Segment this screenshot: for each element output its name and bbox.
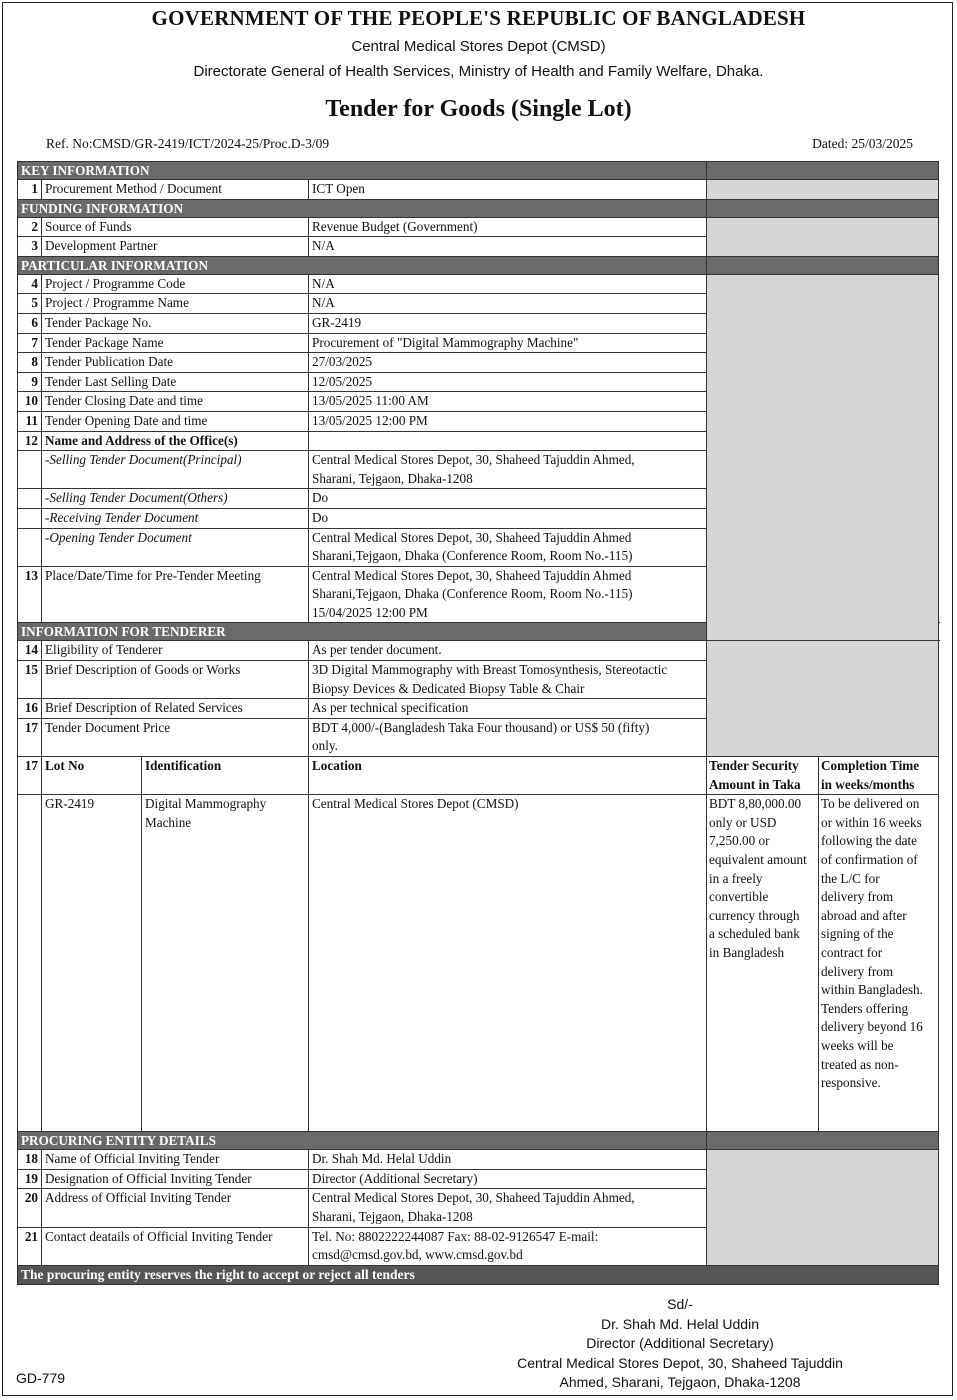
cell-line: Sharani, Tejgaon, Dhaka-1208 [312, 1209, 473, 1224]
lot-row [18, 795, 939, 1132]
cell-line: Sharani, Tejgaon, Dhaka-1208 [312, 470, 473, 486]
signatory-designation: Director (Additional Secretary) [586, 1335, 774, 1351]
table-cell [309, 718, 707, 756]
table-row [18, 1150, 939, 1170]
cell-line: Central Medical Stores Depot, 30, Shaheed Tajuddin Ahmed, [312, 452, 635, 468]
cell-line: Biopsy Devices & Dedicated Biopsy Table & Chair [312, 680, 585, 696]
table-cell [707, 757, 819, 795]
table-cell: Lot No [42, 757, 142, 795]
section-key-info [18, 162, 939, 180]
table-cell: -Opening Tender Document [42, 528, 309, 566]
cell-line: Completion Time [821, 758, 920, 774]
table-cell: N/A [309, 294, 707, 314]
table-cell [18, 508, 42, 528]
table-cell: -Receiving Tender Document [42, 508, 309, 528]
table-cell: Development Partner [42, 237, 309, 257]
cell-line: following the date [821, 833, 917, 849]
document-title: Tender for Goods (Single Lot) [325, 96, 632, 122]
table-row [18, 180, 939, 200]
table-cell: 17 [18, 718, 42, 756]
cell-line: Tenders offering [821, 1000, 909, 1016]
table-cell: Eligibility of Tenderer [42, 641, 309, 661]
table-cell: KEY INFORMATION [18, 162, 707, 180]
cell-line: of confirmation of [821, 852, 918, 867]
table-cell: INFORMATION FOR TENDERER [18, 623, 707, 641]
table-cell: Brief Description of Goods or Works [42, 661, 309, 699]
organization-name: Central Medical Stores Depot (CMSD) [351, 38, 606, 55]
table-cell: FUNDING INFORMATION [18, 199, 707, 217]
table-cell: 18 [18, 1150, 42, 1170]
table-cell: 19 [18, 1169, 42, 1189]
cell-line: equivalent amount [709, 852, 807, 867]
table-cell: N/A [309, 274, 707, 294]
section-funding-info [18, 199, 939, 217]
table-cell [707, 217, 939, 256]
cell-line: Machine [145, 814, 192, 830]
table-cell: 14 [18, 641, 42, 661]
table-cell: Do [309, 508, 707, 528]
cell-line: only or USD [709, 814, 777, 830]
table-cell: Location [309, 757, 707, 795]
table-cell: 4 [18, 274, 42, 294]
table-cell: 12 [18, 431, 42, 451]
table-cell: 3 [18, 237, 42, 257]
lot-number: GR-2419 [42, 795, 142, 1132]
cell-line: or within 16 weeks [821, 814, 922, 830]
section-particular-info [18, 256, 939, 274]
tender-security [707, 795, 819, 1132]
table-cell: Identification [142, 757, 309, 795]
table-cell [707, 1132, 939, 1150]
table-cell: Tender Closing Date and time [42, 392, 309, 412]
table-cell: Tender Opening Date and time [42, 411, 309, 431]
table-cell: Project / Programme Name [42, 294, 309, 314]
table-cell [309, 431, 707, 451]
table-cell: 7 [18, 333, 42, 353]
cell-line: in Bangladesh [709, 944, 785, 960]
cell-line: Central Medical Stores Depot, 30, Shaheed Tajuddin Ahmed [312, 567, 632, 583]
signatory-name: Dr. Shah Md. Helal Uddin [601, 1315, 759, 1332]
lot-table-header [18, 757, 939, 795]
table-cell [309, 1227, 707, 1265]
table-cell: 8 [18, 353, 42, 373]
table-cell: -Selling Tender Document(Principal) [42, 451, 309, 489]
cell-line: only. [312, 738, 338, 754]
cell-line: Tender Security [709, 758, 799, 774]
cell-line: To be delivered on [821, 796, 920, 812]
table-cell: Project / Programme Code [42, 274, 309, 294]
cell-line: 15/04/2025 12:00 PM [312, 604, 428, 620]
cell-line: convertible [709, 889, 769, 905]
signature-sd: Sd/- [667, 1296, 693, 1312]
table-cell: Source of Funds [42, 217, 309, 237]
table-cell: Address of Official Inviting Tender [42, 1189, 309, 1227]
table-cell: Procurement Method / Document [42, 180, 309, 200]
table-cell: -Selling Tender Document(Others) [42, 489, 309, 509]
table-cell [309, 661, 707, 699]
table-row [18, 274, 939, 294]
table-cell: Tender Package No. [42, 313, 309, 333]
section-procuring-entity [18, 1132, 939, 1150]
cell-line: currency through [709, 907, 800, 923]
table-cell [309, 566, 707, 623]
cell-line: Tel. No: 8802222244087 Fax: 88-02-9126547 E-mail: [312, 1228, 599, 1244]
table-cell: 13/05/2025 12:00 PM [309, 411, 707, 431]
table-cell: 10 [18, 392, 42, 412]
table-cell [309, 1189, 707, 1227]
footer-note-row [18, 1265, 939, 1284]
table-cell: Name of Official Inviting Tender [42, 1150, 309, 1170]
table-cell [707, 1150, 939, 1266]
table-cell: Place/Date/Time for Pre-Tender Meeting [42, 566, 309, 623]
completion-time [819, 795, 939, 1132]
cell-line: delivery beyond 16 [821, 1019, 923, 1035]
table-cell: 9 [18, 372, 42, 392]
table-cell: Tender Document Price [42, 718, 309, 756]
table-cell [18, 795, 42, 1132]
cell-line: Central Medical Stores Depot, 30, Shaheed Tajuddin Ahmed, [312, 1190, 635, 1206]
table-cell [819, 757, 939, 795]
table-cell: Do [309, 489, 707, 509]
table-cell: Procurement of "Digital Mammography Machine" [309, 333, 707, 353]
government-heading: GOVERNMENT OF THE PEOPLE'S REPUBLIC OF BANGLADESH [151, 6, 806, 30]
table-cell: Revenue Budget (Government) [309, 217, 707, 237]
table-cell [18, 528, 42, 566]
table-cell [707, 256, 939, 274]
table-cell: 15 [18, 661, 42, 699]
table-cell [707, 180, 939, 200]
gd-code: GD-779 [16, 1370, 66, 1386]
table-cell [142, 795, 309, 1132]
table-cell: 11 [18, 411, 42, 431]
cell-line: delivery from [821, 889, 894, 905]
table-cell: Tender Package Name [42, 333, 309, 353]
table-cell: Designation of Official Inviting Tender [42, 1169, 309, 1189]
table-cell: Tender Publication Date [42, 353, 309, 373]
cell-line: Digital Mammography [145, 796, 267, 812]
table-cell: Director (Additional Secretary) [309, 1169, 707, 1189]
cell-line: Amount in Taka [709, 776, 801, 792]
table-cell [18, 451, 42, 489]
table-cell: 13 [18, 566, 42, 623]
table-cell: 27/03/2025 [309, 353, 707, 373]
table-row [18, 641, 939, 661]
cell-line: Sharani,Tejgaon, Dhaka (Conference Room, Room No.-115) [312, 586, 633, 602]
tender-table [17, 161, 939, 1285]
table-cell: PARTICULAR INFORMATION [18, 256, 707, 274]
cell-line: signing of the [821, 926, 894, 942]
table-cell: 1 [18, 180, 42, 200]
table-cell: GR-2419 [309, 313, 707, 333]
cell-line: cmsd@cmsd.gov.bd, www.cmsd.gov.bd [312, 1247, 523, 1263]
table-cell: As per technical specification [309, 699, 707, 719]
table-cell: 13/05/2025 11:00 AM [309, 392, 707, 412]
table-cell: 20 [18, 1189, 42, 1227]
cell-line: Sharani,Tejgaon, Dhaka (Conference Room, Room No.-115) [312, 548, 633, 564]
table-cell: 12/05/2025 [309, 372, 707, 392]
cell-line: treated as non- [821, 1056, 899, 1072]
cell-line: contract for [821, 944, 883, 960]
signatory-address-line2: Ahmed, Sharani, Tejgaon, Dhaka-1208 [559, 1374, 801, 1390]
table-cell [707, 199, 939, 217]
cell-line: abroad and after [821, 907, 907, 923]
table-cell: Contact deatails of Official Inviting Tender [42, 1227, 309, 1265]
table-cell: Brief Description of Related Services [42, 699, 309, 719]
table-cell: As per tender document. [309, 641, 707, 661]
table-cell: 6 [18, 313, 42, 333]
lot-location: Central Medical Stores Depot (CMSD) [309, 795, 707, 1132]
table-cell [18, 489, 42, 509]
signatory-address-line1: Central Medical Stores Depot, 30, Shaheed Tajuddin [517, 1354, 843, 1371]
signature-block [480, 1295, 880, 1393]
cell-line: delivery from [821, 963, 894, 979]
table-cell: Name and Address of the Office(s) [42, 431, 309, 451]
table-cell [707, 162, 939, 180]
table-cell: 17 [18, 757, 42, 795]
cell-line: in a freely [709, 870, 763, 886]
directorate-line: Directorate General of Health Services, Ministry of Health and Family Welfare, Dhaka. [193, 63, 764, 80]
cell-line: Central Medical Stores Depot, 30, Shaheed Tajuddin Ahmed [312, 529, 632, 545]
cell-line: responsive. [821, 1075, 881, 1091]
cell-line: within Bangladesh. [821, 982, 923, 998]
issue-date: Dated: 25/03/2025 [812, 136, 913, 151]
cell-line: in weeks/months [821, 776, 915, 792]
reference-number: Ref. No:CMSD/GR-2419/ICT/2024-25/Proc.D-3/09 [46, 136, 330, 151]
table-cell [309, 528, 707, 566]
table-cell: ICT Open [309, 180, 707, 200]
cell-line: 3D Digital Mammography with Breast Tomosynthesis, Stereotactic [312, 662, 668, 678]
table-cell: Dr. Shah Md. Helal Uddin [309, 1150, 707, 1170]
table-cell: 5 [18, 294, 42, 314]
footer-note: The procuring entity reserves the right to accept or reject all tenders [18, 1265, 939, 1284]
table-cell: N/A [309, 237, 707, 257]
table-row [18, 217, 939, 237]
cell-line: 7,250.00 or [709, 833, 770, 849]
table-cell [707, 274, 939, 641]
table-cell: 16 [18, 699, 42, 719]
cell-line: BDT 4,000/-(Bangladesh Taka Four thousand) or US$ 50 (fifty) [312, 719, 650, 735]
table-cell: PROCURING ENTITY DETAILS [18, 1132, 707, 1150]
table-cell [309, 451, 707, 489]
table-cell: Tender Last Selling Date [42, 372, 309, 392]
cell-line: weeks will be [821, 1037, 894, 1053]
cell-line: the L/C for [821, 870, 880, 886]
table-cell [707, 641, 939, 757]
table-cell: 21 [18, 1227, 42, 1265]
table-cell: 2 [18, 217, 42, 237]
cell-line: a scheduled bank [709, 926, 800, 942]
cell-line: BDT 8,80,000.00 [709, 796, 802, 812]
